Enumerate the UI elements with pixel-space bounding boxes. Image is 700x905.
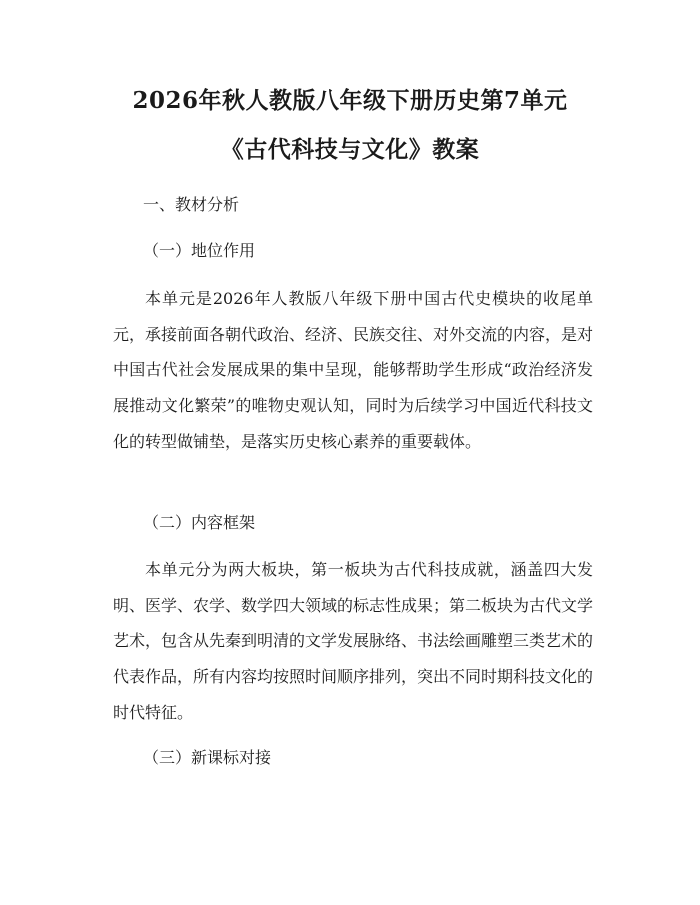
document-title-line-2: 《古代科技与文化》教案 [220, 136, 480, 163]
section-heading-textbook-analysis: 一、教材分析 [143, 195, 240, 214]
subsection-heading-content-framework: （二）内容框架 [143, 513, 256, 532]
paragraph-content-framework: 本单元分为两大板块，第一板块为古代科技成就，涵盖四大发明、医学、农学、数学四大领域的标志性成果；第二板块为古代文学艺术，包含从先秦到明清的文学发展脉络、书法绘画雕塑三类艺术的代表作品，所有内容均按照时间顺序排列，突出不同时期科技文化的时代特征。 [113, 560, 594, 722]
paragraph-position-role: 本单元是2026年人教版八年级下册中国古代史模块的收尾单元，承接前面各朝代政治、经济、民族交往、对外交流的内容，是对中国古代社会发展成果的集中呈现，能够帮助学生形成“政治经济发展推动文化繁荣”的唯物史观认知，同时为后续学习中国近代科技文化的转型做铺垫，是落实历史核心素养的重要载体。 [113, 289, 594, 451]
subsection-heading-position-role: （一）地位作用 [143, 241, 256, 260]
document-title-line-1: 2026年秋人教版八年级下册历史第7单元 [132, 87, 568, 114]
subsection-heading-curriculum-alignment: （三）新课标对接 [143, 748, 272, 767]
